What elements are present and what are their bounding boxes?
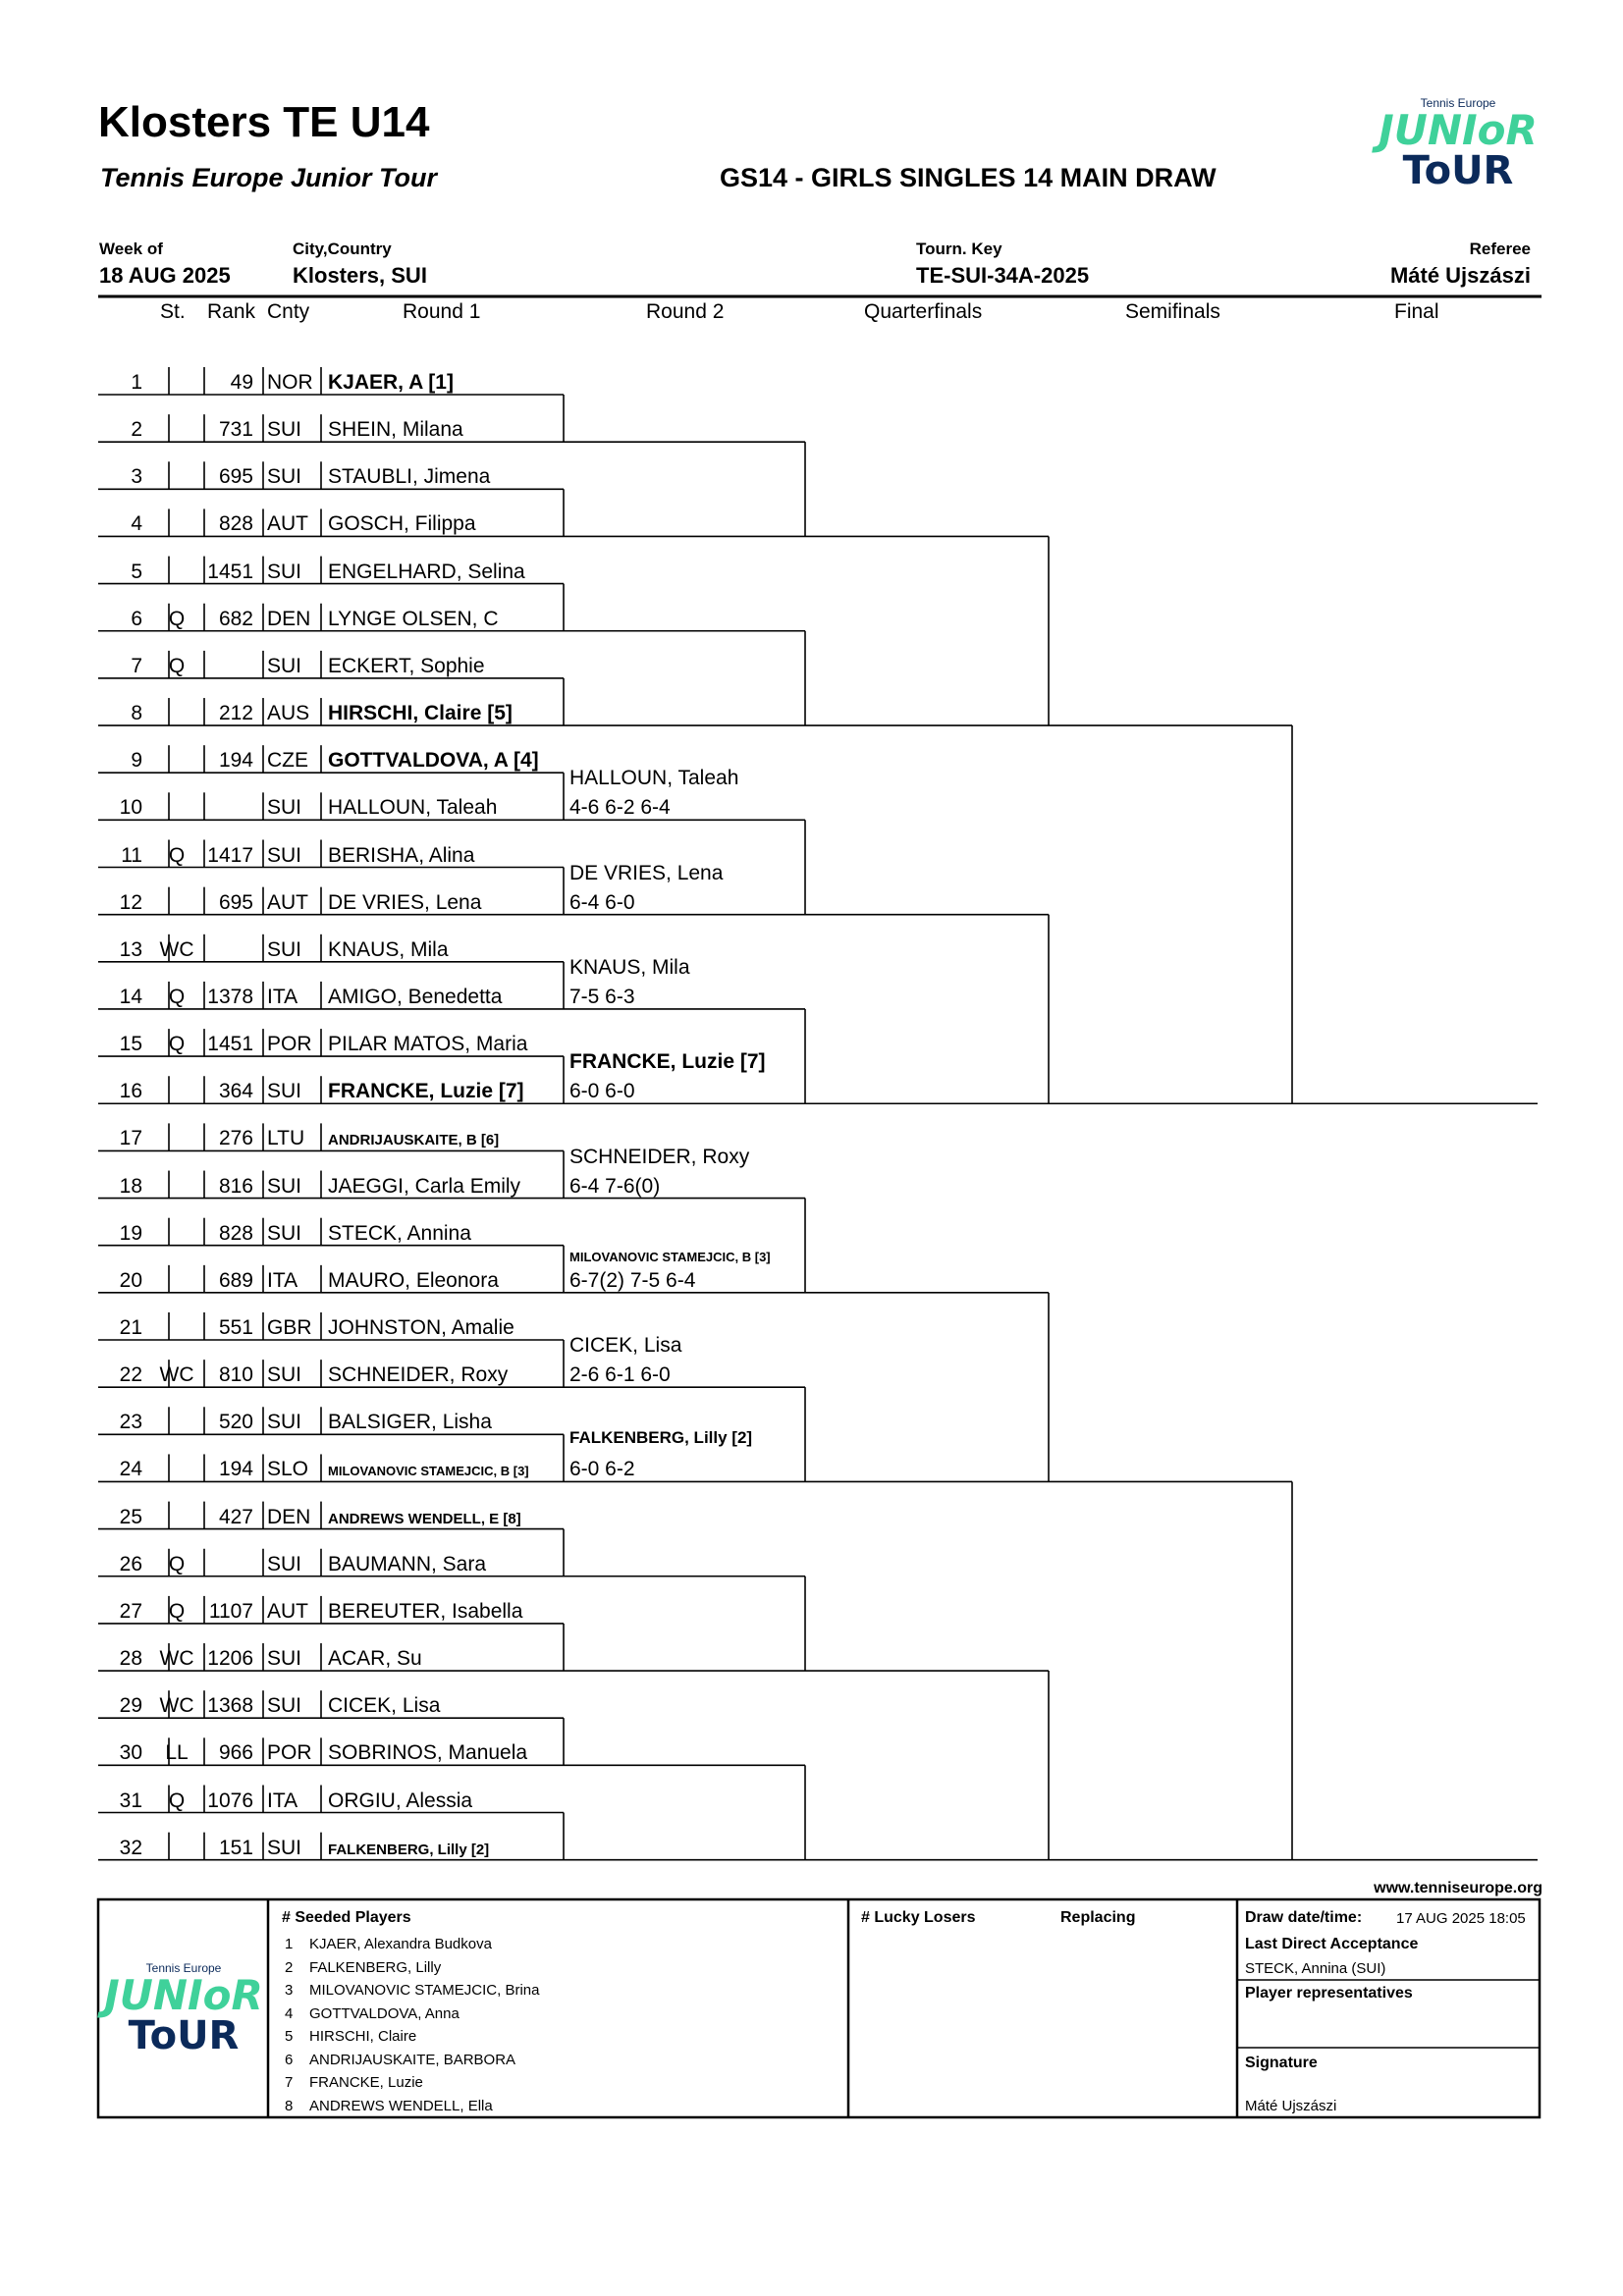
ranking: 194 <box>218 749 253 773</box>
match-score: 6-4 6-0 <box>569 890 635 914</box>
player-name: ACAR, Su <box>328 1647 422 1671</box>
draw-row <box>98 1312 609 1348</box>
seed-number: 2 <box>285 1958 294 1976</box>
draw-name: GS14 - GIRLS SINGLES 14 MAIN DRAW <box>720 163 1217 192</box>
col-st: St. <box>160 300 186 323</box>
draw-row <box>98 651 609 686</box>
seed-number: 4 <box>285 2004 294 2022</box>
draw-position: 13 <box>119 937 142 961</box>
footer-logo <box>101 1961 266 2056</box>
draw-position: 32 <box>119 1836 142 1859</box>
match-score: 6-7(2) 7-5 6-4 <box>569 1268 696 1292</box>
draw-date-label: Draw date/time: <box>1245 1909 1363 1926</box>
ranking: 1076 <box>207 1789 253 1812</box>
player-name: GOTTVALDOVA, A [4] <box>328 749 539 773</box>
seed-player-name: MILOVANOVIC STAMEJCIC, Brina <box>309 1982 540 1999</box>
player-name: SOBRINOS, Manuela <box>328 1741 528 1765</box>
player-name: KJAER, A [1] <box>328 371 454 394</box>
draw-row <box>98 1171 609 1206</box>
country: SUI <box>267 1694 302 1718</box>
country: SUI <box>267 796 302 820</box>
draw-row <box>98 745 609 780</box>
player-name: ORGIU, Alessia <box>328 1789 473 1812</box>
round2-winner: SCHNEIDER, Roxy <box>569 1145 750 1168</box>
ranking: 520 <box>218 1411 253 1434</box>
draw-row <box>98 1690 609 1726</box>
country: SUI <box>267 1836 302 1859</box>
round2-winner: CICEK, Lisa <box>569 1334 682 1358</box>
draw-position: 3 <box>131 465 142 489</box>
player-name: JOHNSTON, Amalie <box>328 1316 514 1339</box>
draw-position: 5 <box>131 560 142 583</box>
draw-position: 30 <box>119 1741 142 1765</box>
draw-position: 28 <box>119 1647 142 1671</box>
status: Q <box>168 1033 186 1056</box>
ranking: 816 <box>218 1174 253 1198</box>
logo-bottom-text: ToUR <box>1402 148 1514 193</box>
player-name: HALLOUN, Taleah <box>328 796 498 820</box>
draw-row <box>98 1454 609 1489</box>
draw-row <box>98 1643 609 1679</box>
ranking: 828 <box>218 1221 253 1245</box>
player-name: ECKERT, Sophie <box>328 654 485 677</box>
status: Q <box>168 654 186 677</box>
ranking: 1451 <box>207 1033 253 1056</box>
week-of-value: 18 AUG 2025 <box>99 263 231 288</box>
week-of-label: Week of <box>99 240 163 258</box>
player-name: MILOVANOVIC STAMEJCIC, B [3] <box>328 1464 529 1479</box>
match-score: 4-6 6-2 6-4 <box>569 796 671 820</box>
country: LTU <box>267 1127 305 1150</box>
player-name: STAUBLI, Jimena <box>328 465 491 489</box>
player-name: JAEGGI, Carla Emily <box>328 1174 521 1198</box>
status: WC <box>159 1363 194 1387</box>
player-name: MAURO, Eleonora <box>328 1268 499 1292</box>
ranking: 966 <box>218 1741 253 1765</box>
player-name: HIRSCHI, Claire [5] <box>328 702 513 725</box>
country: SUI <box>267 1221 302 1245</box>
draw-position: 12 <box>119 890 142 914</box>
draw-row <box>98 1737 609 1773</box>
draw-position: 7 <box>131 654 142 677</box>
country: ITA <box>267 1268 298 1292</box>
draw-row <box>98 1360 609 1395</box>
draw-position: 9 <box>131 749 142 773</box>
ranking: 212 <box>218 702 253 725</box>
draw-position: 19 <box>119 1221 142 1245</box>
round2-winner: KNAUS, Mila <box>569 955 690 979</box>
country: POR <box>267 1033 312 1056</box>
ranking: 194 <box>218 1458 253 1481</box>
player-name: BERISHA, Alina <box>328 843 475 867</box>
footer-logo-mid-text: JUNIoR <box>104 1971 263 2019</box>
player-name: ANDRIJAUSKAITE, B [6] <box>328 1132 500 1149</box>
draw-row <box>98 1549 609 1584</box>
draw-position: 11 <box>121 843 142 867</box>
country: AUS <box>267 702 310 725</box>
country: ITA <box>267 985 298 1008</box>
ranking: 731 <box>218 418 253 442</box>
seed-number: 7 <box>285 2074 294 2091</box>
draw-position: 15 <box>119 1033 142 1056</box>
country: CZE <box>267 749 308 773</box>
tour-subtitle: Tennis Europe Junior Tour <box>100 163 438 192</box>
country: SUI <box>267 937 302 961</box>
draw-row <box>98 1596 609 1631</box>
player-name: BEREUTER, Isabella <box>328 1599 523 1623</box>
draw-position: 14 <box>119 985 142 1008</box>
country: SUI <box>267 465 302 489</box>
draw-row <box>98 1123 609 1158</box>
ranking: 1368 <box>207 1694 253 1718</box>
ranking: 551 <box>218 1316 253 1339</box>
ranking: 1378 <box>207 985 253 1008</box>
draw-position: 16 <box>119 1080 142 1103</box>
status: WC <box>159 1694 194 1718</box>
status: Q <box>168 607 186 630</box>
player-name: ANDREWS WENDELL, E [8] <box>328 1510 521 1527</box>
draw-position: 27 <box>119 1599 142 1623</box>
draw-position: 2 <box>131 418 142 442</box>
country: AUT <box>267 1599 308 1623</box>
draw-row <box>98 367 609 402</box>
col-final: Final <box>1394 300 1439 323</box>
ranking: 427 <box>218 1505 253 1528</box>
draw-row <box>98 698 609 733</box>
draw-row <box>98 1218 609 1254</box>
player-name: LYNGE OLSEN, C <box>328 607 499 630</box>
status: Q <box>168 1599 186 1623</box>
draw-row <box>98 840 609 876</box>
player-name: DE VRIES, Lena <box>328 890 482 914</box>
seeded-header: # Seeded Players <box>282 1909 411 1926</box>
player-name: ENGELHARD, Selina <box>328 560 525 583</box>
draw-position: 8 <box>131 702 142 725</box>
col-quarterfinals: Quarterfinals <box>864 300 983 323</box>
draw-row <box>98 1786 609 1821</box>
draw-position: 17 <box>119 1127 142 1150</box>
status: LL <box>165 1741 189 1765</box>
replacing-header: Replacing <box>1060 1909 1136 1926</box>
seed-number: 3 <box>285 1982 294 1999</box>
logo-top-text: Tennis Europe <box>1420 96 1496 110</box>
draw-position: 4 <box>131 512 142 536</box>
status: Q <box>168 985 186 1008</box>
country: POR <box>267 1741 312 1765</box>
ranking: 1107 <box>208 1599 253 1623</box>
status: Q <box>168 843 186 867</box>
player-name: GOSCH, Filippa <box>328 512 476 536</box>
round2-winner: FRANCKE, Luzie [7] <box>569 1050 766 1074</box>
col-round1: Round 1 <box>403 300 481 323</box>
draw-position: 22 <box>119 1363 142 1387</box>
referee-label: Referee <box>1469 240 1531 258</box>
footer-logo-bottom-text: ToUR <box>128 2013 240 2058</box>
seed-number: 8 <box>285 2097 294 2114</box>
draw-position: 1 <box>131 371 142 394</box>
match-score: 6-0 6-2 <box>569 1458 635 1481</box>
draw-position: 23 <box>119 1411 142 1434</box>
country: SUI <box>267 418 302 442</box>
country: AUT <box>267 890 308 914</box>
status: WC <box>159 1647 194 1671</box>
col-round2: Round 2 <box>646 300 725 323</box>
country: SUI <box>267 1552 302 1575</box>
seed-player-name: FALKENBERG, Lilly <box>309 1958 442 1976</box>
ranking: 682 <box>218 607 253 630</box>
signature-value: Máté Ujszászi <box>1245 2098 1337 2114</box>
ranking: 1451 <box>207 560 253 583</box>
round2-winner: MILOVANOVIC STAMEJCIC, B [3] <box>569 1249 771 1264</box>
draw-row <box>98 1076 609 1111</box>
country: DEN <box>267 1505 311 1528</box>
tourn-key-value: TE-SUI-34A-2025 <box>916 263 1090 288</box>
draw-row <box>98 508 609 544</box>
seed-player-name: KJAER, Alexandra Budkova <box>309 1936 492 1952</box>
ranking: 1206 <box>207 1647 253 1671</box>
draw-position: 31 <box>119 1789 142 1812</box>
country: GBR <box>267 1316 312 1339</box>
draw-row <box>98 1265 609 1301</box>
logo-mid-text: JUNIoR <box>1379 106 1538 154</box>
draw-row <box>98 461 609 497</box>
draw-row <box>98 414 609 450</box>
website-link[interactable]: www.tenniseurope.org <box>1374 1880 1542 1896</box>
draw-row <box>98 604 609 639</box>
ranking: 695 <box>218 890 253 914</box>
country: SUI <box>267 654 302 677</box>
ranking: 810 <box>218 1363 253 1387</box>
round2-winner: FALKENBERG, Lilly [2] <box>569 1428 753 1448</box>
ranking: 1417 <box>207 843 253 867</box>
draw-position: 21 <box>119 1316 142 1339</box>
country: SUI <box>267 560 302 583</box>
ranking: 695 <box>218 465 253 489</box>
draw-row <box>98 982 609 1017</box>
seed-number: 5 <box>285 2028 294 2045</box>
seed-player-name: FRANCKE, Luzie <box>309 2074 423 2091</box>
ranking: 276 <box>218 1127 253 1150</box>
seed-player-name: GOTTVALDOVA, Anna <box>309 2004 460 2022</box>
status: Q <box>168 1552 186 1575</box>
draw-position: 24 <box>119 1458 142 1481</box>
player-name: SHEIN, Milana <box>328 418 463 442</box>
match-score: 6-4 7-6(0) <box>569 1174 661 1198</box>
country: SUI <box>267 1174 302 1198</box>
lucky-losers-header: # Lucky Losers <box>861 1909 976 1926</box>
player-name: KNAUS, Mila <box>328 937 449 961</box>
status: WC <box>159 937 194 961</box>
ranking: 49 <box>230 371 253 394</box>
status: Q <box>168 1789 186 1812</box>
draw-position: 20 <box>119 1268 142 1292</box>
country: SUI <box>267 1363 302 1387</box>
seed-player-name: ANDREWS WENDELL, Ella <box>309 2097 493 2114</box>
city-value: Klosters, SUI <box>293 263 427 288</box>
ranking: 151 <box>218 1836 253 1859</box>
round2-winner: DE VRIES, Lena <box>569 861 724 884</box>
player-name: AMIGO, Benedetta <box>328 985 503 1008</box>
tournament-title: Klosters TE U14 <box>98 98 430 146</box>
seed-player-name: ANDRIJAUSKAITE, BARBORA <box>309 2051 516 2068</box>
draw-position: 18 <box>119 1174 142 1198</box>
draw-row <box>98 1502 609 1537</box>
last-da-value: STECK, Annina (SUI) <box>1245 1960 1386 1977</box>
draw-row <box>98 934 609 970</box>
player-name: STECK, Annina <box>328 1221 471 1245</box>
ranking: 364 <box>218 1080 253 1103</box>
footer-logo-top-text: Tennis Europe <box>145 1961 222 1975</box>
match-score: 7-5 6-3 <box>569 985 635 1008</box>
round2-winner: HALLOUN, Taleah <box>569 767 739 790</box>
player-name: CICEK, Lisa <box>328 1694 441 1718</box>
country: SUI <box>267 1080 302 1103</box>
draw-position: 6 <box>131 607 142 630</box>
player-name: PILAR MATOS, Maria <box>328 1033 528 1056</box>
player-name: FALKENBERG, Lilly [2] <box>328 1841 490 1858</box>
seed-number: 1 <box>285 1936 294 1952</box>
draw-date-value: 17 AUG 2025 18:05 <box>1396 1910 1526 1927</box>
player-name: SCHNEIDER, Roxy <box>328 1363 509 1387</box>
draw-position: 26 <box>119 1552 142 1575</box>
match-score: 2-6 6-1 6-0 <box>569 1363 671 1387</box>
city-label: City,Country <box>293 240 392 258</box>
draw-row <box>98 887 609 923</box>
draw-row <box>98 1029 609 1064</box>
country: SUI <box>267 1647 302 1671</box>
col-rank: Rank <box>207 300 256 323</box>
country: SLO <box>267 1458 309 1481</box>
col-cnty: Cnty <box>267 300 310 323</box>
country: DEN <box>267 607 311 630</box>
player-name: BAUMANN, Sara <box>328 1552 487 1575</box>
ranking: 689 <box>218 1268 253 1292</box>
match-score: 6-0 6-0 <box>569 1080 635 1103</box>
signature-label: Signature <box>1245 2055 1318 2071</box>
player-name: BALSIGER, Lisha <box>328 1411 492 1434</box>
draw-row <box>98 1833 609 1868</box>
draw-position: 25 <box>119 1505 142 1528</box>
country: SUI <box>267 843 302 867</box>
country: NOR <box>267 371 313 394</box>
draw-position: 10 <box>119 796 142 820</box>
country: ITA <box>267 1789 298 1812</box>
referee-value: Máté Ujszászi <box>1389 263 1531 288</box>
player-name: FRANCKE, Luzie [7] <box>328 1080 524 1103</box>
player-reps-label: Player representatives <box>1245 1985 1413 2002</box>
ranking: 828 <box>218 512 253 536</box>
country: AUT <box>267 512 308 536</box>
seed-player-name: HIRSCHI, Claire <box>309 2028 417 2045</box>
draw-position: 29 <box>119 1694 142 1718</box>
seed-number: 6 <box>285 2051 294 2068</box>
last-da-label: Last Direct Acceptance <box>1245 1936 1419 1952</box>
country: SUI <box>267 1411 302 1434</box>
col-semifinals: Semifinals <box>1125 300 1220 323</box>
draw-row <box>98 792 609 828</box>
draw-row <box>98 557 609 592</box>
draw-row <box>98 1407 609 1442</box>
tourn-key-label: Tourn. Key <box>916 240 1002 258</box>
